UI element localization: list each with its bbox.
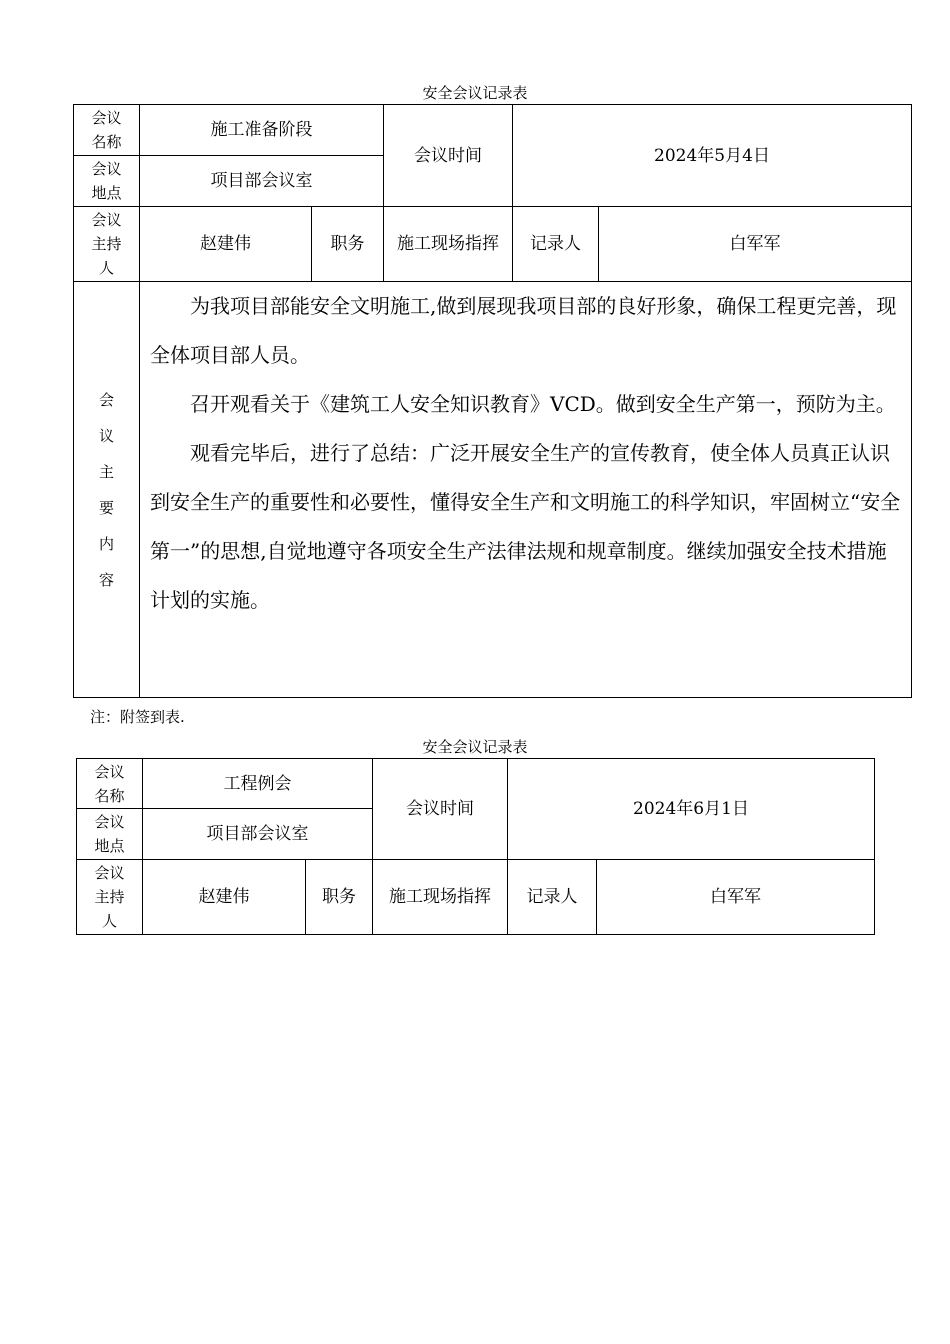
record-title: 安全会议记录表: [422, 738, 528, 756]
meeting-time-label: 会议时间: [373, 759, 508, 860]
content-paragraph: 观看完毕后，进行了总结：广泛开展安全生产的宣传教育，使全体人员真正认识到安全生产的重要性和必要性，懂得安全生产和文明施工的科学知识，牢固树立“安全第一”的思想,自觉地遵守各项安全生产法律法规和规章制度。继续加强安全技术措施计划的实施。: [150, 441, 901, 612]
meeting-record-table: [73, 104, 912, 698]
meeting-time-label: 会议时间: [384, 105, 513, 207]
content-label: 会 议 主 要 内 容: [74, 282, 140, 698]
position-label: 职务: [312, 207, 384, 282]
meeting-record-table: [76, 758, 875, 935]
meeting-place-value: 项目部会议室: [140, 156, 384, 207]
note-text: 注：附签到表.: [90, 708, 185, 726]
meeting-name-value: 施工准备阶段: [140, 105, 384, 156]
record-title: 安全会议记录表: [422, 84, 528, 102]
meeting-place-label: 会议 地点: [77, 809, 143, 860]
position-label: 职务: [306, 860, 373, 935]
meeting-name-label: 会议 名称: [77, 759, 143, 809]
recorder-value: 白军军: [599, 207, 912, 282]
position-value: 施工现场指挥: [373, 860, 508, 935]
meeting-time-value: 2024年6月1日: [508, 759, 875, 860]
meeting-name-value: 工程例会: [143, 759, 373, 809]
recorder-value: 白军军: [597, 860, 875, 935]
recorder-label: 记录人: [513, 207, 599, 282]
content-paragraph: 召开观看关于《建筑工人安全知识教育》VCD。做到安全生产第一，预防为主。: [190, 392, 896, 416]
meeting-name-label: 会议 名称: [74, 105, 140, 156]
content-paragraph: 为我项目部能安全文明施工,做到展现我项目部的良好形象，确保工程更完善，现全体项目部人员。: [150, 294, 897, 367]
content-body: [140, 282, 912, 698]
position-value: 施工现场指挥: [384, 207, 513, 282]
host-label: 会议 主持 人: [77, 860, 143, 935]
recorder-label: 记录人: [508, 860, 597, 935]
host-value: 赵建伟: [143, 860, 306, 935]
meeting-time-value: 2024年5月4日: [513, 105, 912, 207]
meeting-place-value: 项目部会议室: [143, 809, 373, 860]
host-value: 赵建伟: [140, 207, 312, 282]
meeting-place-label: 会议 地点: [74, 156, 140, 207]
host-label: 会议 主持 人: [74, 207, 140, 282]
